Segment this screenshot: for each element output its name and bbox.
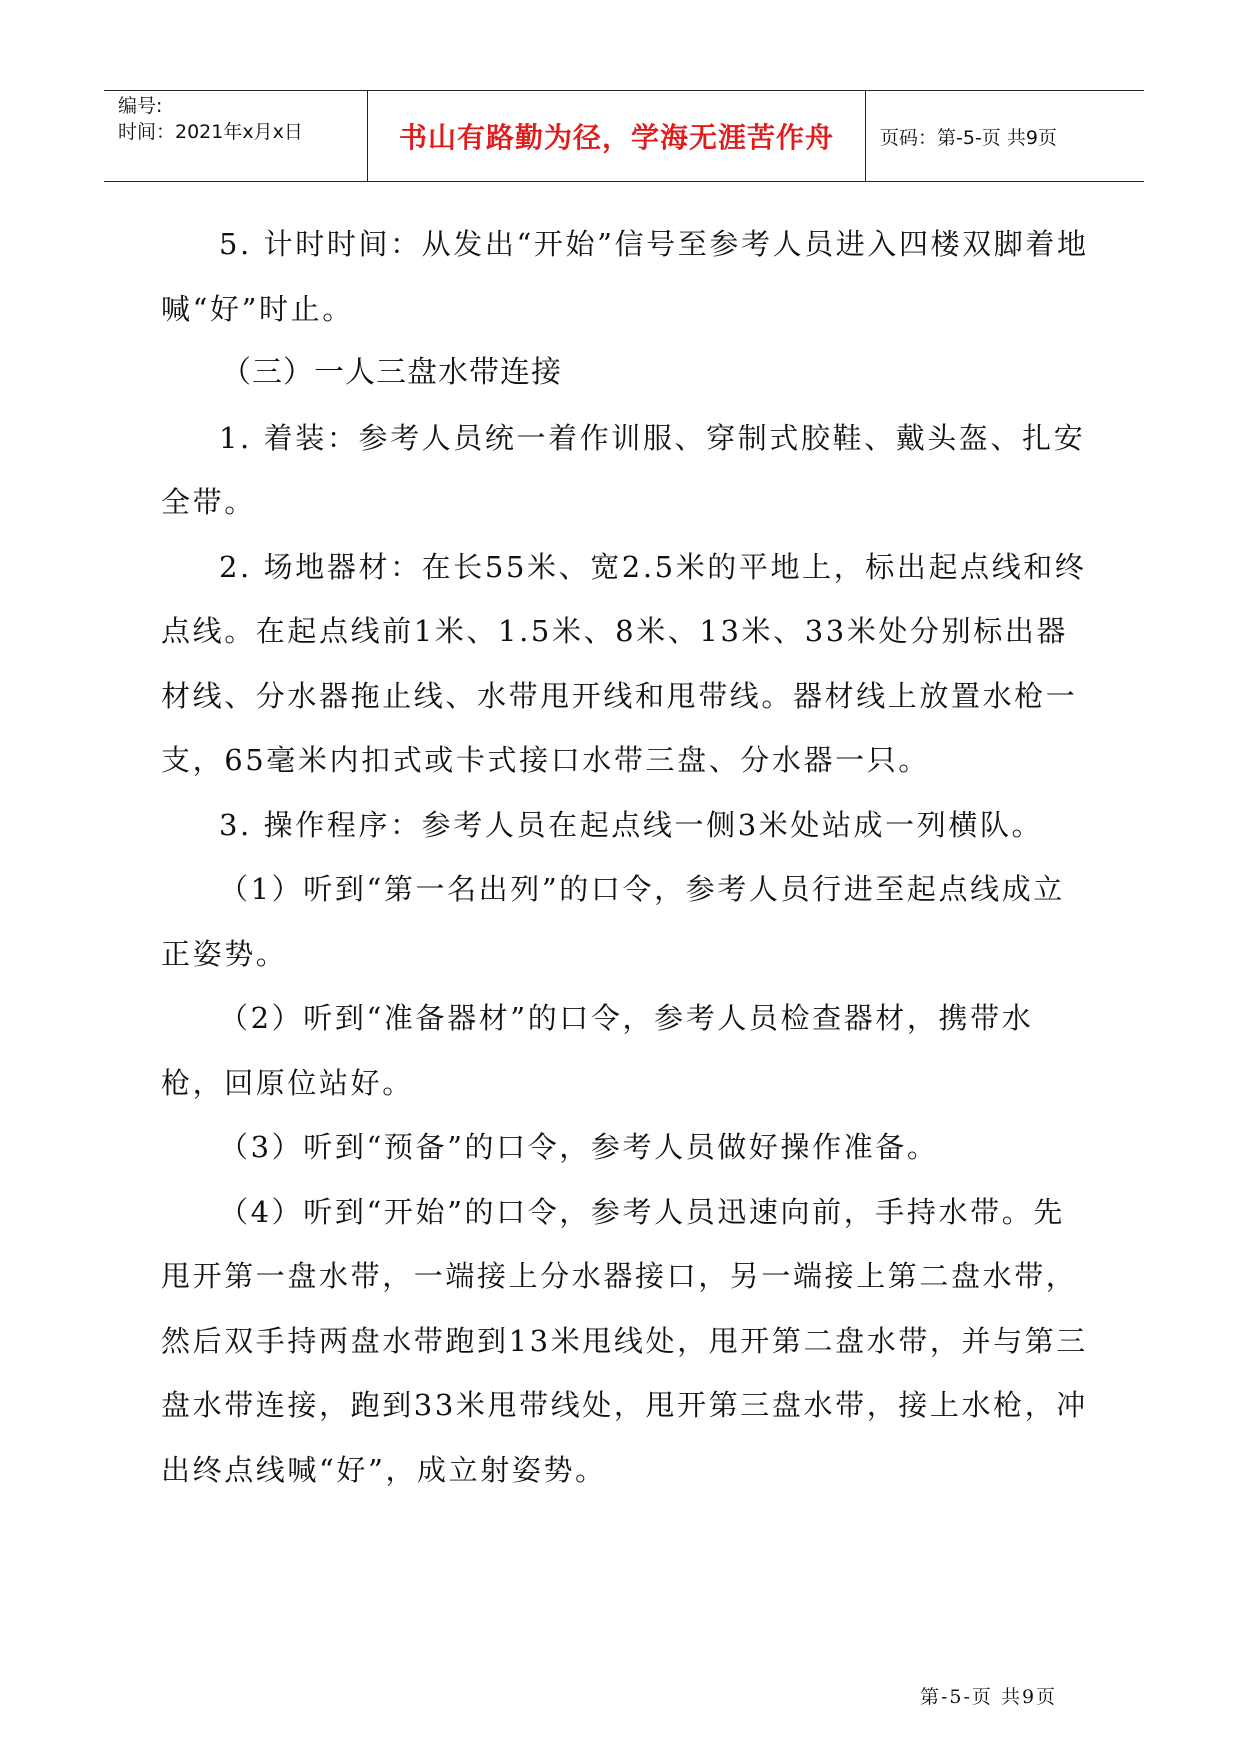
page-header — [104, 90, 1144, 182]
paragraph-step-4: （4）听到“开始”的口令，参考人员迅速向前，手持水带。先甩开第一盘水带，一端接上分水器接口，另一端接上第二盘水带，然后双手持两盘水带跑到13米甩线处，甩开第二盘水带，并与第三盘水带连接，跑到33米甩带线处，甩开第三盘水带，接上水枪，冲出终点线喊“好”，成立射姿势。 — [161, 1194, 1088, 1487]
paragraph-procedure: 3. 操作程序：参考人员在起点线一侧3米处站成一列横队。 — [219, 807, 1044, 842]
document-body — [161, 212, 1091, 1502]
header-page-code-cell — [866, 91, 1144, 181]
section-heading: （三）一人三盘水带连接 — [221, 355, 562, 390]
header-motto: 书山有路勤为径，学海无涯苦作舟 — [398, 121, 834, 154]
header-meta — [104, 91, 368, 181]
paragraph-step-1: （1）听到“第一名出列”的口令，参考人员行进至起点线成立正姿势。 — [161, 872, 1065, 971]
header-motto-cell — [368, 91, 866, 181]
document-date: 时间：2021年x月x日 — [118, 121, 303, 143]
footer-page-number: 第-5-页 共9页 — [920, 1686, 1058, 1708]
paragraph-step-2: （2）听到“准备器材”的口令，参考人员检查器材，携带水枪，回原位站好。 — [161, 1001, 1034, 1100]
page-footer — [920, 1682, 1057, 1709]
paragraph-attire: 1. 着装：参考人员统一着作训服、穿制式胶鞋、戴头盔、扎安全带。 — [161, 420, 1086, 519]
paragraph-timing: 5. 计时时间：从发出“开始”信号至参考人员进入四楼双脚着地喊“好”时止。 — [161, 227, 1089, 326]
document-number-label: 编号: — [118, 95, 163, 117]
paragraph-equipment: 2. 场地器材：在长55米、宽2.5米的平地上，标出起点线和终点线。在起点线前1米、1.5米、8米、13米、33米处分别标出器材线、分水器拖止线、水带甩开线和甩带线。器材线上放置水枪一支，65毫米内扣式或卡式接口水带三盘、分水器一只。 — [161, 549, 1087, 777]
paragraph-step-3: （3）听到“预备”的口令，参考人员做好操作准备。 — [219, 1130, 939, 1164]
header-page-code: 页码：第-5-页 共9页 — [880, 126, 1057, 149]
